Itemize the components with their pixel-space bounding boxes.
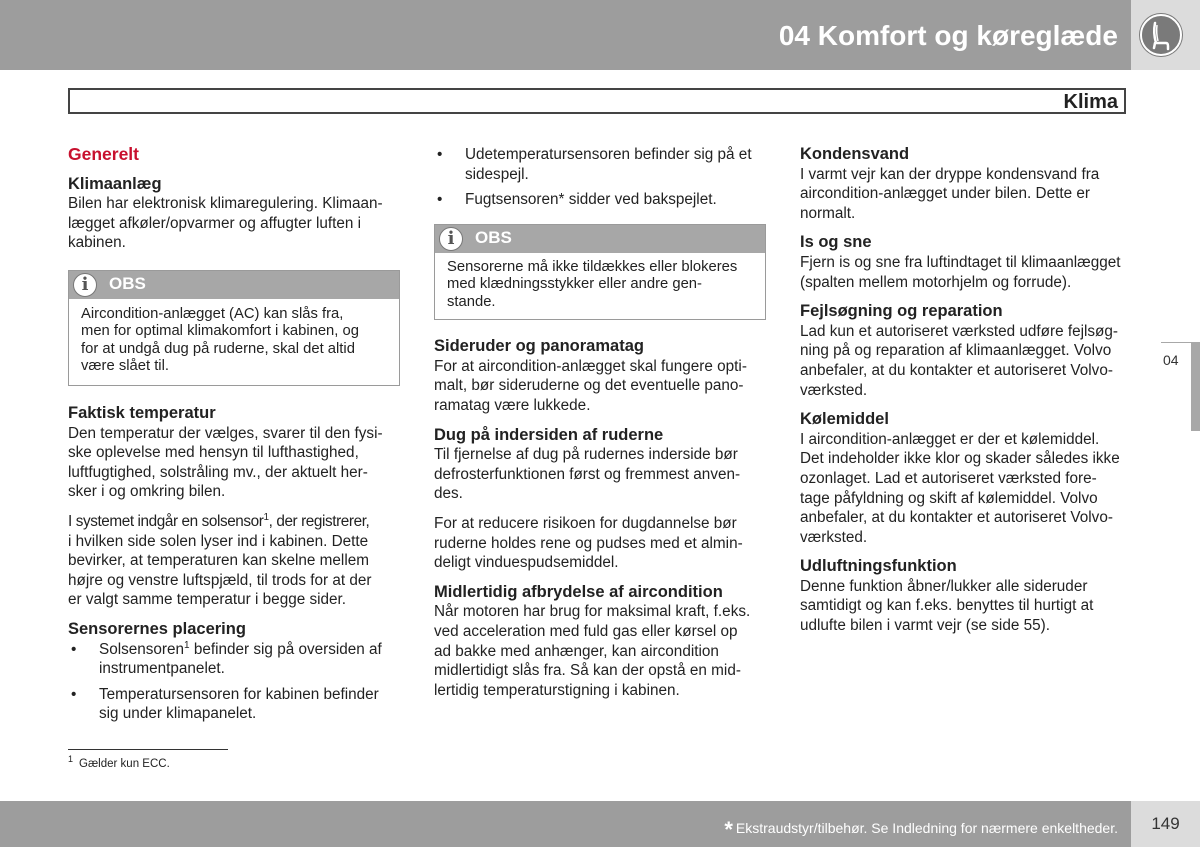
text-line: værksted. (800, 528, 868, 546)
heading-faktisk-temperatur: Faktisk temperatur (68, 403, 216, 422)
text-line: Fjern is og sne fra luftindtaget til klimaanlægget (800, 253, 1121, 271)
text-line: deligt vinduespudsemiddel. (434, 554, 619, 572)
footnote-text: Gælder kun ECC. (79, 758, 170, 770)
text-line: Denne funktion åbner/lukker alle sideruder (800, 577, 1088, 595)
text-fragment: befinder sig på oversiden af (189, 640, 382, 658)
text-line: tage påfyldning og skift af kølemiddel. Volvo (800, 489, 1098, 507)
list-item (434, 145, 766, 184)
text-line: For at reducere risikoen for dugdannelse bør (434, 515, 737, 533)
list-item (434, 190, 766, 210)
bullet-icon: • (437, 146, 443, 163)
obs-text-line: stande. (447, 293, 496, 310)
text-fragment: Solsensoren (99, 640, 185, 658)
heading-sideruder: Sideruder og panoramatag (434, 337, 644, 356)
text-line: bevirker, at temperaturen kan skelne mellem (68, 552, 369, 570)
column-2 (434, 145, 766, 700)
text-line: ning på og reparation af klimaanlægget. Volvo (800, 342, 1112, 360)
text-line: ved acceleration med fuld gas eller kørsel op (434, 623, 738, 640)
obs-text-line: med klædningsstykker eller andre gen- (447, 276, 702, 293)
heading-dug: Dug på indersiden af ruderne (434, 425, 664, 444)
text-line: værksted. (800, 381, 868, 399)
text-line: samtidigt og kan f.eks. benyttes til hurtigt at (800, 597, 1094, 615)
info-icon: i (439, 227, 463, 251)
text-line (99, 640, 382, 660)
text-line: udlufte bilen i varmt vejr (se side 55). (800, 617, 1050, 635)
footnote (68, 754, 170, 770)
column-1 (68, 145, 400, 724)
seat-icon (1139, 13, 1183, 57)
text-line: Udetemperatursensoren befinder sig på et (465, 146, 752, 163)
text-line: Bilen har elektronisk klimaregulering. Klimaan- (68, 195, 383, 213)
heading-generelt: Generelt (68, 144, 139, 164)
chapter-tab-label: 04 (1163, 352, 1179, 368)
text-line: normalt. (800, 204, 856, 222)
section-title: Klima (1063, 91, 1118, 113)
text-line: Temperatursensoren for kabinen befinder (99, 685, 379, 703)
text-line (68, 512, 400, 532)
text-line: sker i og omkring bilen. (68, 483, 226, 501)
list-item (68, 640, 400, 679)
text-line: Fugtsensoren* sidder ved bakspejlet. (465, 191, 717, 209)
footnote-marker: 1 (68, 754, 74, 765)
heading-kondensvand: Kondensvand (800, 145, 910, 163)
text-line: Lad kun et autoriseret værksted udføre fejlsøg- (800, 322, 1118, 340)
text-line: ramatag være lukkede. (434, 397, 591, 415)
text-line: luftfugtighed, solstråling mv., der aktuelt her- (68, 463, 368, 481)
text-line: ad bakke med anhænger, kan aircondition (434, 642, 719, 660)
obs-text-line: men for optimal klimakomfort i kabinen, og (81, 323, 359, 340)
obs-text-line: for at undgå dug på ruderne, skal det altid (81, 340, 355, 357)
text-line: I varmt vejr kan der dryppe kondensvand fra (800, 165, 1100, 183)
chapter-tab[interactable] (1191, 342, 1200, 431)
bullet-icon: • (71, 685, 77, 703)
column-3 (800, 145, 1136, 636)
text-fragment: , der registrerer, (268, 512, 370, 530)
bullet-icon: • (437, 191, 443, 209)
text-line: malt, bør sideruderne og det eventuelle pano- (434, 377, 744, 395)
asterisk-marker: * (724, 817, 733, 842)
text-line: For at aircondition-anlægget skal fungere opti- (434, 357, 747, 375)
footnote-ref: 1 (184, 639, 190, 651)
page-number: 149 (1151, 814, 1180, 833)
footer-note (724, 817, 1118, 843)
text-line: anbefaler, at du kontakter et autoriseret Volvo- (800, 361, 1113, 379)
text-line: Den temperatur der vælges, svarer til den fysi- (68, 424, 383, 442)
obs-text-line: Aircondition-anlægget (AC) kan slås fra, (81, 305, 344, 322)
info-icon: i (73, 273, 97, 297)
heading-sensorernes-placering: Sensorernes placering (68, 619, 246, 638)
text-line: lertidig temperaturstigning i kabinen. (434, 681, 680, 699)
obs-note-box (434, 224, 766, 321)
text-line: sidespejl. (465, 165, 529, 183)
text-line: Det indeholder ikke klor og skader således ikke (800, 450, 1120, 468)
heading-udluftning: Udluftningsfunktion (800, 557, 957, 576)
text-line: midlertidigt slås fra. Så kan der opstå en mid- (434, 662, 741, 680)
heading-fejlsoegning: Fejlsøgning og reparation (800, 302, 1003, 321)
heading-klimaanlaeg: Klimaanlæg (68, 174, 162, 193)
obs-label: OBS (475, 227, 512, 247)
text-line: sig under klimapanelet. (99, 705, 257, 723)
text-line: ruderne holdes rene og pudses med et almin- (434, 534, 743, 552)
obs-header (435, 225, 765, 253)
heading-is-og-sne: Is og sne (800, 233, 872, 252)
text-line: defrosterfunktionen først og fremmest anven- (434, 465, 741, 483)
chapter-title: 04 Komfort og køreglæde (778, 20, 1118, 51)
text-line: ske oplevelse med hensyn til lufthastighed, (68, 444, 359, 462)
text-line: Til fjernelse af dug på rudernes inderside bør (434, 446, 738, 464)
obs-text-line: være slået til. (81, 358, 169, 375)
text-line: kabinen. (68, 234, 126, 252)
text-line: I aircondition-anlægget er der et kølemiddel. (800, 430, 1100, 448)
footnote-ref: 1 (263, 511, 269, 523)
bullet-icon: • (71, 640, 77, 658)
obs-label: OBS (109, 273, 146, 293)
text-line: des. (434, 485, 463, 503)
heading-midlertidig: Midlertidig afbrydelse af aircondition (434, 582, 723, 601)
text-line: Når motoren har brug for maksimal kraft, f.eks. (434, 603, 751, 621)
text-line: er valgt samme temperatur i begge sider. (68, 591, 347, 609)
text-line: lægget afkøler/opvarmer og affugter luften i (68, 214, 362, 232)
text-line: aircondition-anlægget under bilen. Dette er (800, 185, 1090, 203)
obs-note-box (68, 270, 400, 386)
obs-header (69, 271, 399, 299)
footnote-divider (68, 749, 228, 750)
footer-text: Ekstraudstyr/tilbehør. Se Indledning for nærmere enkeltheder. (735, 820, 1118, 836)
heading-koelemiddel: Kølemiddel (800, 410, 889, 429)
text-line: instrumentpanelet. (99, 660, 225, 678)
section-bar (68, 88, 1126, 114)
text-line: ozonlaget. Lad et autoriseret værksted fore- (800, 469, 1097, 487)
text-line: højre og venstre luftspjæld, til trods for at der (68, 571, 372, 589)
text-line: i hvilken side solen lyser ind i kabinen. Dette (68, 532, 369, 550)
text-line: anbefaler, at du kontakter et autoriseret Volvo- (800, 509, 1113, 527)
list-item (68, 685, 400, 724)
text-fragment: I systemet indgår en solsensor (68, 512, 264, 530)
obs-text-line: Sensorerne må ikke tildækkes eller blokeres (447, 258, 738, 275)
text-line: (spalten mellem motorhjelm og forrude). (800, 273, 1072, 291)
